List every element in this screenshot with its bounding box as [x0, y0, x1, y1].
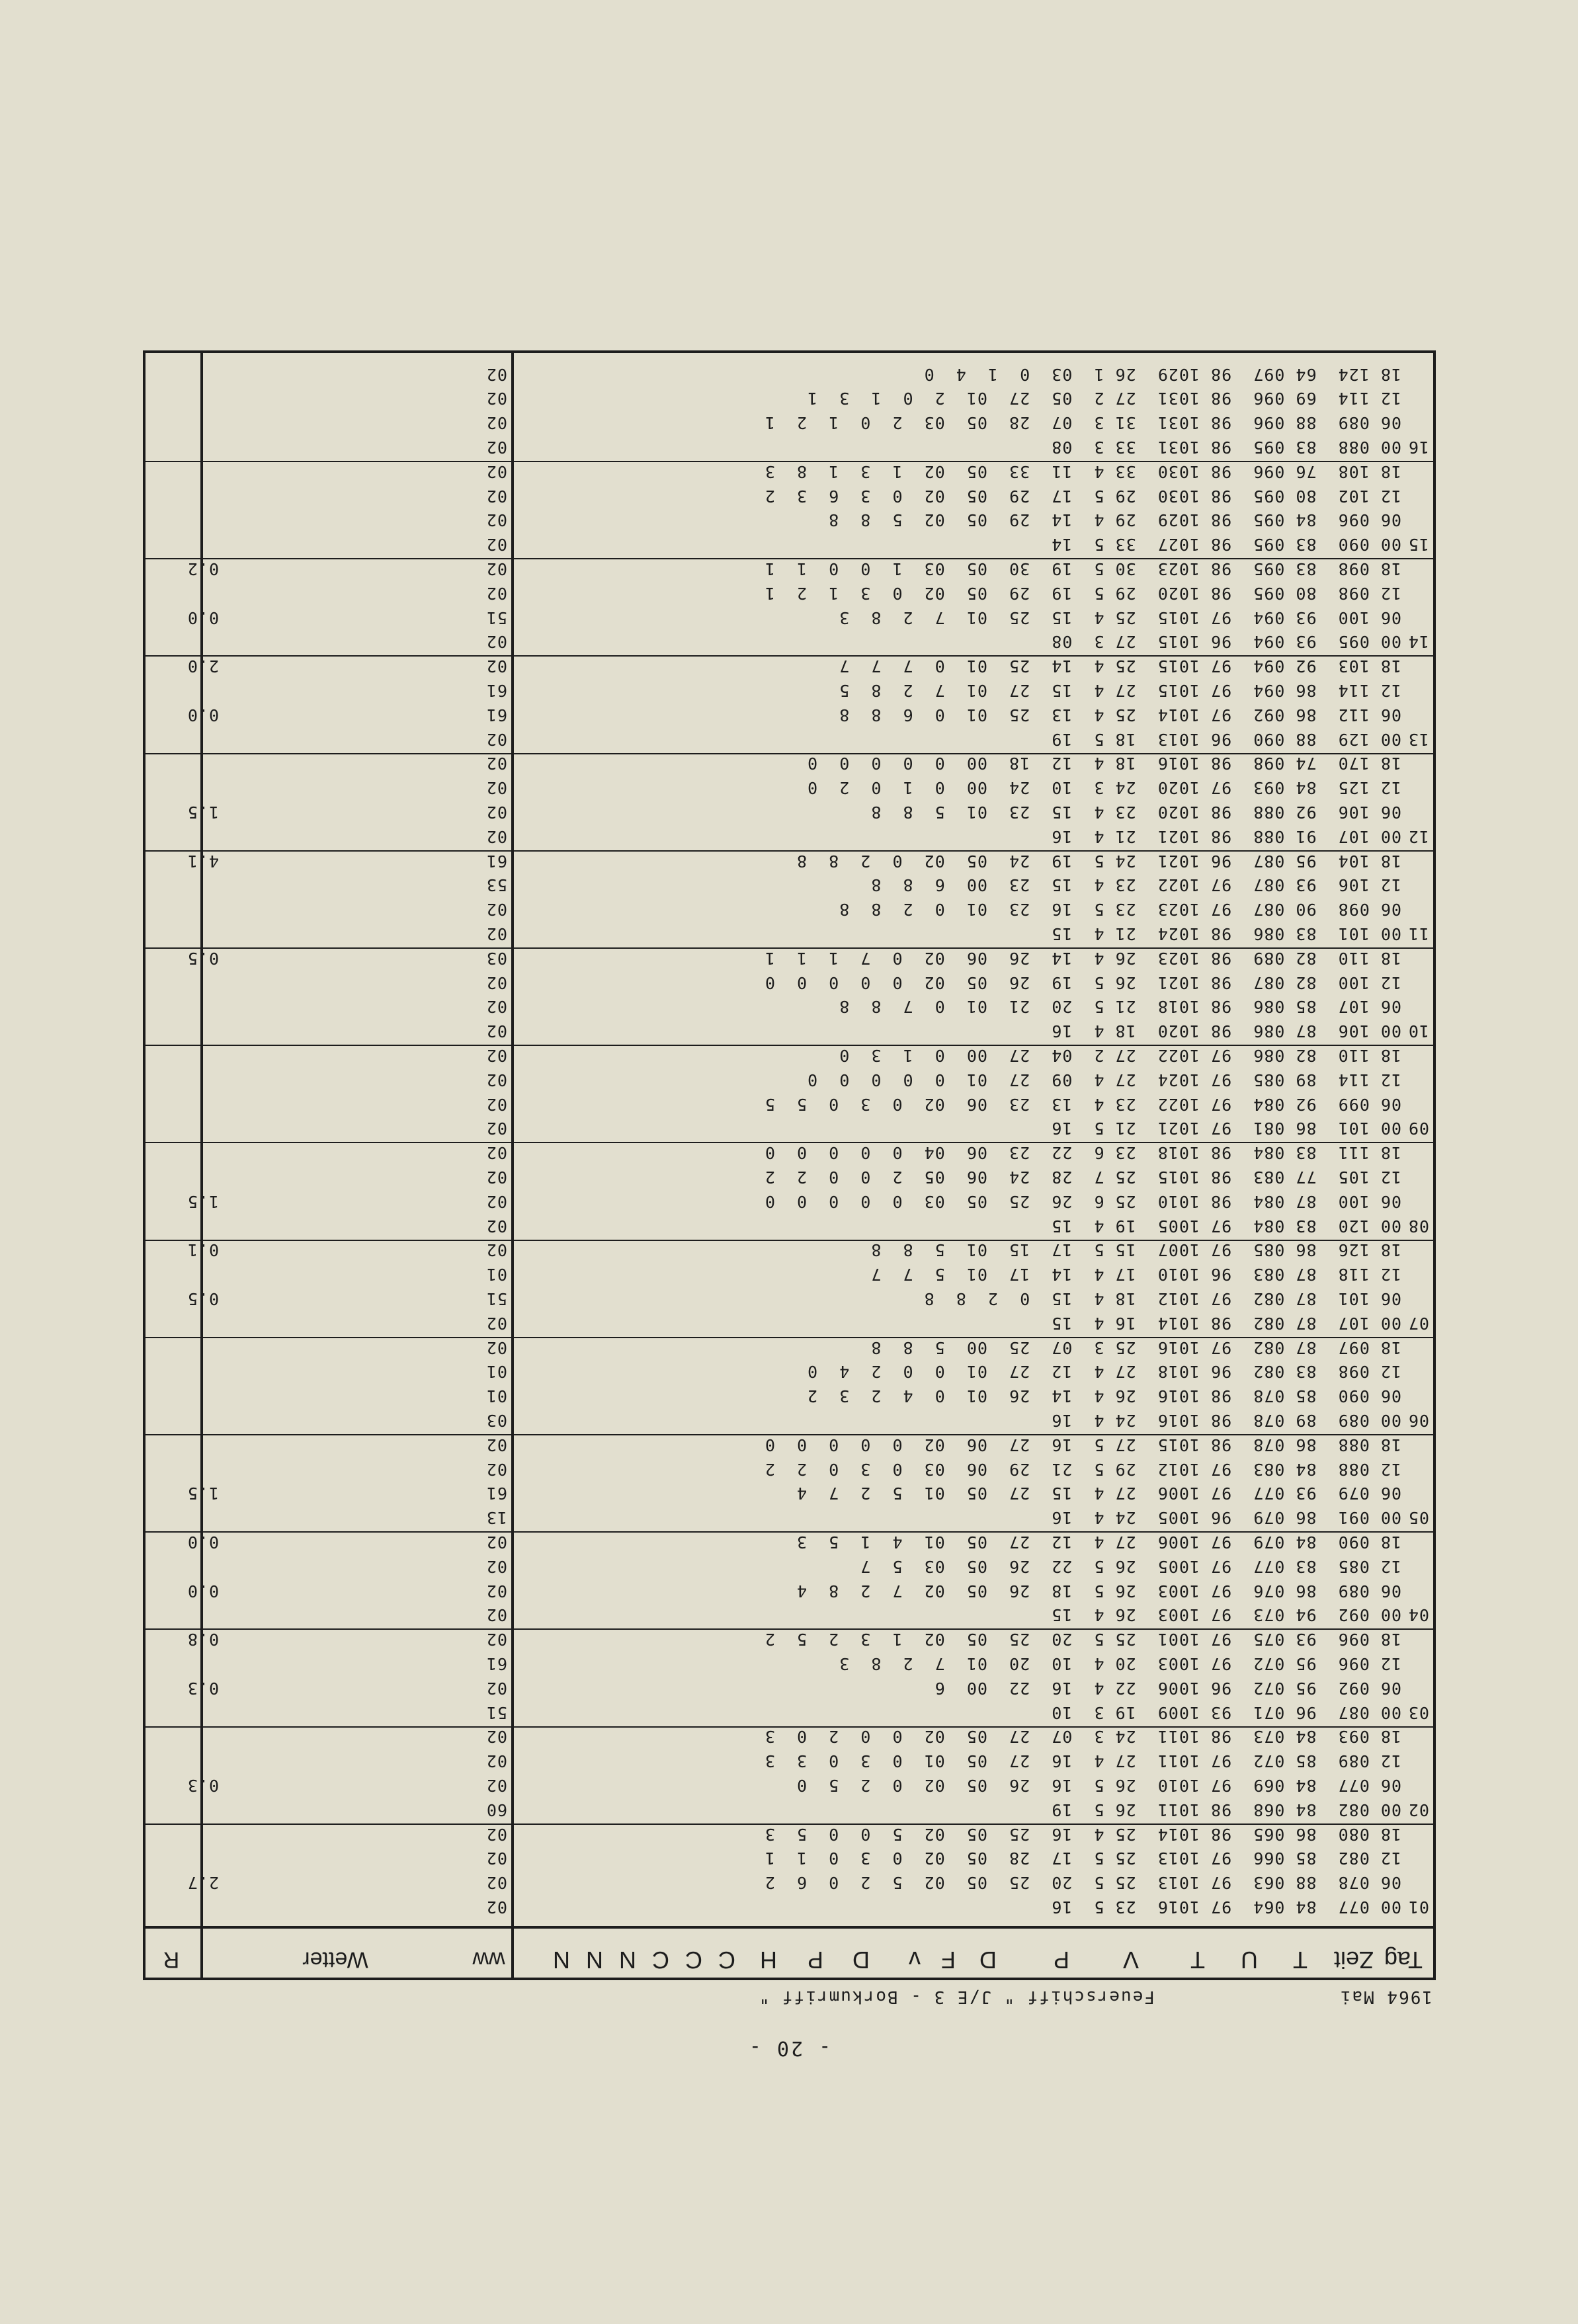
row-values: 18 080 86 065 98 1014 25 4 16 25 05 02 5 0 0 5 3 — [764, 1824, 1401, 1844]
row-ww: 61 — [485, 851, 507, 871]
row-ww: 02 — [485, 438, 507, 457]
col-wetter: Wetter — [302, 1947, 368, 1972]
row-values: 06 098 90 087 97 1023 23 5 16 23 01 0 2 8 8 — [839, 900, 1401, 920]
row-ww: 02 — [485, 1824, 507, 1844]
row-values: 00 091 86 079 96 1005 24 4 16 — [1051, 1508, 1401, 1528]
row-ww: 02 — [485, 1727, 507, 1747]
row-ww: 02 — [485, 1533, 507, 1552]
row-values: 06 078 88 063 97 1013 25 5 20 25 05 02 5 2 0 6 2 — [764, 1873, 1401, 1893]
row-values: 18 170 74 098 98 1016 18 4 12 18 00 0 0 0 0 0 — [807, 754, 1401, 774]
col-nbar: N — [586, 1946, 603, 1974]
row-values: 00 092 94 073 97 1003 26 4 15 — [1051, 1605, 1401, 1625]
row-ww: 02 — [485, 1581, 507, 1601]
row-r: 0.3 — [187, 1776, 220, 1795]
row-values: 00 087 96 071 93 1009 19 3 10 — [1051, 1703, 1401, 1722]
row-values: 18 104 95 087 96 1021 24 5 19 24 05 02 0 2 8 8 — [796, 851, 1401, 871]
row-values: 00 082 84 068 98 1011 26 5 19 — [1051, 1800, 1401, 1820]
row-day: 06 — [1407, 1411, 1429, 1430]
row-values: 12 085 83 077 97 1005 26 5 22 26 05 03 5 7 — [860, 1556, 1401, 1576]
row-values: 18 090 84 079 97 1006 27 4 12 27 05 01 4 1 5 3 — [796, 1533, 1401, 1552]
header-month: 1964 Mai — [1339, 1987, 1433, 2007]
weather-table — [143, 350, 1436, 1980]
header-ship: Feuerschiff " J/E 3 - Borkumriff " — [757, 1987, 1155, 2007]
row-values: 18 096 93 075 97 1001 25 5 20 25 05 02 1 3 2 5 2 — [764, 1630, 1401, 1650]
row-r: 0.1 — [187, 1240, 220, 1260]
row-values: 12 114 86 094 97 1015 27 4 15 27 01 7 2 8 5 — [839, 681, 1401, 700]
col-pw: P — [807, 1946, 823, 1974]
row-ww: 02 — [485, 1022, 507, 1041]
row-ww: 02 — [485, 1168, 507, 1187]
row-ww: 02 — [485, 535, 507, 555]
row-ww: 61 — [485, 1484, 507, 1503]
day-divider — [145, 753, 1433, 754]
row-ww: 02 — [485, 632, 507, 652]
row-ww: 02 — [485, 778, 507, 798]
day-divider — [145, 1434, 1433, 1435]
row-values: 12 088 84 083 97 1012 29 5 21 29 06 03 0 3 0 2 2 — [764, 1459, 1401, 1479]
row-r: 1.5 — [187, 1191, 220, 1211]
day-divider — [145, 1726, 1433, 1728]
row-values: 12 089 85 072 97 1011 27 4 16 27 05 01 0 3 0 3 3 — [764, 1751, 1401, 1771]
row-r: 2.0 — [187, 657, 220, 676]
row-values: 12 098 83 082 96 1018 27 4 12 27 01 0 0 2 4 0 — [807, 1362, 1401, 1382]
row-r: 0.0 — [187, 705, 220, 725]
row-day: 04 — [1407, 1605, 1429, 1625]
row-ww: 13 — [485, 1508, 507, 1528]
col-cm: C — [685, 1946, 702, 1974]
row-r: 1.5 — [187, 1484, 220, 1503]
row-day: 11 — [1407, 924, 1429, 943]
row-values: 06 079 93 077 97 1006 27 4 15 27 05 01 5 2 7 4 — [796, 1484, 1401, 1503]
row-values: 00 107 91 088 98 1021 21 4 16 — [1051, 826, 1401, 846]
row-r: 0.5 — [187, 948, 220, 968]
row-ww: 02 — [485, 413, 507, 433]
col-vv: v — [909, 1946, 921, 1974]
row-values: 06 100 87 084 98 1010 25 6 26 25 05 03 0 0 0 0 0 — [764, 1191, 1401, 1211]
row-values: 18 088 86 078 98 1015 27 5 16 27 06 02 0 0 0 0 0 — [764, 1435, 1401, 1455]
row-ww: 61 — [485, 1654, 507, 1673]
col-hw: H — [760, 1946, 777, 1974]
col-u: U — [1241, 1946, 1258, 1974]
day-divider — [145, 1531, 1433, 1533]
row-values: 06 112 86 092 97 1014 25 4 13 25 01 0 6 8 8 — [839, 705, 1401, 725]
row-r: 0.2 — [187, 559, 220, 579]
day-divider — [145, 655, 1433, 657]
row-ww: 51 — [485, 608, 507, 627]
col-n: N — [619, 1946, 636, 1974]
row-day: 02 — [1407, 1800, 1429, 1820]
row-ww: 02 — [485, 1605, 507, 1625]
row-ww: 02 — [485, 583, 507, 603]
row-ww: 02 — [485, 486, 507, 506]
row-ww: 02 — [485, 389, 507, 409]
row-values: 00 101 83 086 98 1024 21 4 15 — [1051, 924, 1401, 943]
row-ww: 02 — [485, 1094, 507, 1114]
row-ww: 51 — [485, 1289, 507, 1308]
row-ww: 02 — [485, 900, 507, 920]
row-values: 18 093 84 073 98 1011 24 3 07 27 05 02 0 0 2 0 3 — [764, 1727, 1401, 1747]
day-divider — [145, 850, 1433, 852]
row-values: 18 110 82 089 98 1023 26 4 14 26 06 02 0 7 1 1 1 — [764, 948, 1401, 968]
row-ww: 02 — [485, 973, 507, 992]
row-values: 12 100 82 087 98 1021 26 5 19 26 05 02 0 0 0 0 0 — [764, 973, 1401, 992]
row-ww: 02 — [485, 364, 507, 384]
row-ww: 01 — [485, 1265, 507, 1285]
row-ww: 02 — [485, 1191, 507, 1211]
row-ww: 53 — [485, 875, 507, 895]
row-values: 00 107 87 082 98 1014 16 4 15 — [1051, 1313, 1401, 1333]
day-divider — [145, 1045, 1433, 1046]
row-values: 00 095 93 094 96 1015 27 3 08 — [1051, 632, 1401, 652]
row-values: 06 077 84 069 97 1010 26 5 16 26 05 02 0 2 5 0 — [796, 1776, 1401, 1795]
row-ww: 02 — [485, 1873, 507, 1893]
row-values: 00 129 88 090 96 1013 18 5 19 — [1051, 729, 1401, 749]
row-values: 06 096 84 095 98 1029 29 4 14 29 05 02 5 8 8 — [828, 510, 1401, 530]
col-v: V — [1122, 1946, 1139, 1974]
row-ww: 02 — [485, 1556, 507, 1576]
col-d: D — [979, 1946, 997, 1974]
row-ww: 02 — [485, 1119, 507, 1139]
row-day: 15 — [1407, 535, 1429, 555]
row-ww: 02 — [485, 510, 507, 530]
row-values: 06 090 85 078 98 1016 26 4 14 26 01 0 4 2 3 2 — [807, 1386, 1401, 1406]
row-ww: 02 — [485, 1678, 507, 1698]
row-values: 00 090 83 095 98 1027 33 5 14 — [1051, 535, 1401, 555]
row-ww: 02 — [485, 1313, 507, 1333]
day-divider — [145, 1240, 1433, 1241]
day-divider — [145, 1628, 1433, 1630]
row-ww: 02 — [485, 1849, 507, 1868]
row-ww: 01 — [485, 1386, 507, 1406]
col-t: T — [1293, 1946, 1308, 1974]
row-ww: 02 — [485, 1240, 507, 1260]
row-r: 0.3 — [187, 1678, 220, 1698]
row-values: 06 089 88 096 98 1031 31 3 07 28 05 03 2 0 1 2 1 — [764, 413, 1401, 433]
row-values: 12 114 89 085 97 1024 27 4 09 27 01 0 0 0 0 0 — [807, 1070, 1401, 1090]
row-values: 06 107 85 086 98 1018 21 5 20 21 01 0 7 8 8 — [839, 997, 1401, 1017]
col-ww: ww — [472, 1947, 505, 1972]
row-values: 18 124 64 097 98 1029 26 1 03 0 1 4 0 — [923, 364, 1401, 384]
col-nh: N — [553, 1946, 570, 1974]
row-day: 13 — [1407, 729, 1429, 749]
column-header-row — [487, 1934, 1427, 1974]
row-ww: 02 — [485, 729, 507, 749]
row-r: 0.0 — [187, 1581, 220, 1601]
row-values: 18 108 76 096 98 1030 33 4 11 33 05 02 1 3 1 8 3 — [764, 461, 1401, 481]
row-ww: 01 — [485, 1362, 507, 1382]
day-divider — [145, 1337, 1433, 1338]
page-number: - 20 - — [747, 2036, 831, 2060]
row-values: 00 120 83 084 97 1005 19 4 15 — [1051, 1216, 1401, 1236]
row-day: 09 — [1407, 1119, 1429, 1139]
col-ch: C — [652, 1946, 669, 1974]
row-values: 06 106 92 088 98 1020 23 4 15 23 01 5 8 8 — [870, 803, 1401, 822]
row-ww: 02 — [485, 1751, 507, 1771]
row-ww: 02 — [485, 1070, 507, 1090]
day-divider — [145, 558, 1433, 559]
col-tw: T — [1190, 1946, 1205, 1974]
row-values: 18 126 86 085 97 1007 15 5 17 15 01 5 8 8 — [870, 1240, 1401, 1260]
row-day: 14 — [1407, 632, 1429, 652]
col-zeit: Zeit — [1333, 1946, 1374, 1974]
row-ww: 02 — [485, 754, 507, 774]
row-values: 18 110 82 086 97 1022 27 2 04 27 00 0 1 3 0 — [839, 1046, 1401, 1065]
col-cl: C — [718, 1946, 735, 1974]
row-values: 00 101 86 081 97 1021 21 5 16 — [1051, 1119, 1401, 1139]
row-values: 12 114 69 096 98 1031 27 2 05 27 01 2 0 1 3 1 — [807, 389, 1401, 409]
row-ww: 03 — [485, 1411, 507, 1430]
row-ww: 61 — [485, 681, 507, 700]
column-divider-ww — [511, 353, 514, 1978]
row-values: 12 098 80 095 98 1020 29 5 19 29 05 02 0 3 1 2 1 — [764, 583, 1401, 603]
row-ww: 02 — [485, 1630, 507, 1650]
day-divider — [145, 1823, 1433, 1825]
day-divider — [145, 947, 1433, 949]
row-day: 07 — [1407, 1313, 1429, 1333]
row-r: 0.8 — [187, 1630, 220, 1650]
row-values: 06 099 92 084 97 1022 23 4 13 23 06 02 0 3 0 5 5 — [764, 1094, 1401, 1114]
row-ww: 02 — [485, 1898, 507, 1917]
row-day: 16 — [1407, 438, 1429, 457]
row-ww: 02 — [485, 997, 507, 1017]
row-values: 12 118 87 083 96 1010 17 4 14 17 01 5 7 7 — [870, 1265, 1401, 1285]
row-ww: 60 — [485, 1800, 507, 1820]
row-values: 06 092 95 072 96 1006 22 4 16 22 00 6 — [934, 1678, 1401, 1698]
row-r: 2.7 — [187, 1873, 220, 1893]
row-ww: 02 — [485, 1338, 507, 1357]
row-values: 12 096 95 072 97 1003 20 4 10 20 01 7 2 8 3 — [839, 1654, 1401, 1673]
row-values: 00 106 87 086 98 1020 18 4 16 — [1051, 1022, 1401, 1041]
row-ww: 03 — [485, 948, 507, 968]
row-r: 1.5 — [187, 803, 220, 822]
row-ww: 02 — [485, 1435, 507, 1455]
row-values: 00 089 89 078 98 1016 24 4 16 — [1051, 1411, 1401, 1430]
row-day: 12 — [1407, 826, 1429, 846]
row-ww: 02 — [485, 1046, 507, 1065]
col-f: F — [941, 1946, 956, 1974]
column-divider-r — [200, 353, 203, 1978]
row-values: 18 111 83 084 98 1018 23 6 22 23 06 04 0 0 0 0 0 — [764, 1143, 1401, 1163]
row-values: 12 105 77 083 98 1015 25 7 28 24 06 05 2 0 0 2 2 — [764, 1168, 1401, 1187]
row-values: 18 097 87 082 97 1016 25 3 07 25 00 5 8 8 — [870, 1338, 1401, 1357]
row-r: 0.0 — [187, 608, 220, 627]
row-ww: 02 — [485, 924, 507, 943]
row-r: 0.0 — [187, 1533, 220, 1552]
row-values: 06 089 86 076 97 1003 26 5 18 26 05 02 7 2 8 4 — [796, 1581, 1401, 1601]
col-dw: D — [852, 1946, 870, 1974]
row-ww: 02 — [485, 657, 507, 676]
row-ww: 02 — [485, 559, 507, 579]
col-p: P — [1053, 1946, 1069, 1974]
row-r: 0.5 — [187, 1289, 220, 1308]
row-ww: 61 — [485, 705, 507, 725]
row-ww: 02 — [485, 826, 507, 846]
row-values: 18 103 92 094 97 1015 25 4 14 25 01 0 7 7 7 — [839, 657, 1401, 676]
header-divider — [145, 1926, 1433, 1929]
row-values: 12 106 93 087 97 1022 23 4 15 23 00 6 8 8 — [870, 875, 1401, 895]
day-divider — [145, 461, 1433, 462]
row-ww: 51 — [485, 1703, 507, 1722]
row-ww: 02 — [485, 1459, 507, 1479]
row-values: 00 088 83 095 98 1031 33 3 08 — [1051, 438, 1401, 457]
col-tag: Tag — [1384, 1946, 1423, 1974]
row-values: 12 082 85 066 97 1013 25 5 17 28 05 02 0 3 0 1 1 — [764, 1849, 1401, 1868]
col-r: R — [163, 1947, 180, 1972]
row-day: 03 — [1407, 1703, 1429, 1722]
row-day: 05 — [1407, 1508, 1429, 1528]
row-ww: 02 — [485, 1143, 507, 1163]
row-ww: 02 — [485, 461, 507, 481]
row-day: 01 — [1407, 1898, 1429, 1917]
row-values: 12 125 84 093 97 1020 24 3 10 24 00 0 1 0 2 0 — [807, 778, 1401, 798]
row-values: 00 077 84 064 97 1016 23 5 16 — [1051, 1898, 1401, 1917]
row-values: 18 098 83 095 98 1023 30 5 19 30 05 03 1 0 0 1 1 — [764, 559, 1401, 579]
row-values: 12 102 80 095 98 1030 29 5 17 29 05 02 0 3 6 3 2 — [764, 486, 1401, 506]
row-values: 06 100 93 094 97 1015 25 4 15 25 01 7 2 8 3 — [839, 608, 1401, 627]
row-ww: 02 — [485, 1216, 507, 1236]
row-values: 06 101 87 082 97 1012 18 4 15 0 2 8 8 — [923, 1289, 1401, 1308]
row-day: 08 — [1407, 1216, 1429, 1236]
day-divider — [145, 1142, 1433, 1143]
row-ww: 02 — [485, 803, 507, 822]
row-r: 4.1 — [187, 851, 220, 871]
row-day: 10 — [1407, 1022, 1429, 1041]
row-ww: 02 — [485, 1776, 507, 1795]
